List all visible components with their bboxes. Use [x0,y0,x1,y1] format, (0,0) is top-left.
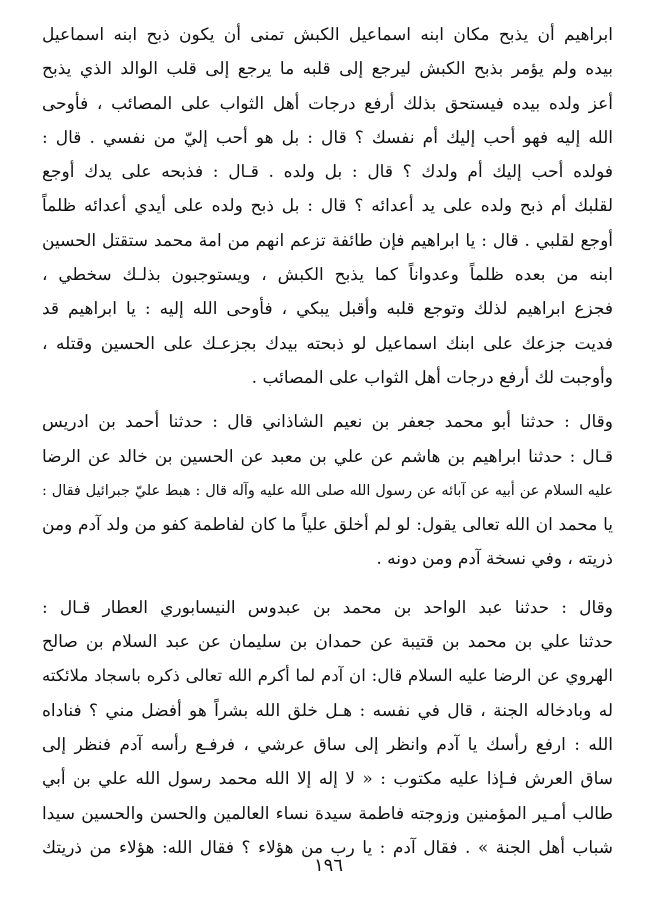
text-line: وقال : حدثنا أبو محمد جعفر بن نعيم الشاذاني قال : حدثنا أحمد بن ادريس [42,412,613,433]
paragraph-3 [42,591,613,865]
text-line: لقلبك أم ذبح ولده على يد أعدائه ؟ قال : بل ذبح ولده على أيدي أعدائه ظلماً [42,196,613,217]
text-line: بيده ولم يؤمر بذبح الكبش ليرجع إلى قلبه ما يرجع إلى قلب الوالد الذي يذبح [42,59,613,80]
text-line: حدثنا علي بن محمد بن قتيبة عن حمدان بن سليمان عن عبد السلام بن صالح [42,632,613,653]
text-line: ساق العرش فـإذا عليه مكتوب : « لا إله إلا الله محمد رسول الله علي بن أبي [42,769,613,790]
text-line: ذريته ، وفي نسخة آدم ومن دونه . [376,549,613,570]
paragraph-2 [42,405,613,576]
text-line: ابراهيم أن يذبح مكان ابنه اسماعيل الكبش تمنى أن يكون ذبح ابنه اسماعيل [42,25,613,45]
text-line: وقال : حدثنا عبد الواحد بن محمد بن عبدوس النيسابوري العطار قـال : [42,597,613,618]
text-line: الله إليه فهو أحب إليك أم نفسك ؟ قال : بل هو أحب إليّ من نفسي . قال : [42,127,613,148]
text-line: الله : ارفع رأسك يا آدم وانظر إلى ساق عرشي ، فرفـع رأسه آدم فنظر إلى [42,734,613,755]
text-line: فديت جزعك على ابنك اسماعيل لو ذبحته بيدك بجزعـك على الحسين وقتله ، [42,333,613,354]
text-line: فجزع ابراهيم لذلك وتوجع قلبه وأقبل يبكي ، فأوحى الله إليه : يا ابراهيم قد [42,299,613,320]
text-line: أوجع لقلبي . قال : يا ابراهيم فإن طائفة تزعم انهم من امة محمد ستقتل الحسين [42,230,613,251]
text-line: يا محمد ان الله تعالى يقول: لو لم أخلق علياً ما كان لفاطمة كفو من ولد آدم ومن [42,515,613,536]
text-line: فولده أحب إليك أم ولدك ؟ قال : بل ولده . قـال : فذبحه على يدك أوجع [42,162,613,183]
paragraph-1 [42,18,613,395]
page-number: ١٩٦ [313,855,343,876]
paragraph-spacer [42,395,613,405]
text-line: له وبادخاله الجنة ، قال في نفسه : هـل خلق الله بشراً هو أفضل مني ؟ فناداه [42,700,613,721]
text-line: ابنه من بعده ظلماً وعدواناً كما يذبح الكبش ، ويستوجبون بذلـك سخطي ، [42,265,613,286]
text-line: الهروي عن الرضا عليه السلام قال: ان آدم لما أكرم الله تعالى ذكره باسجاد ملائكته [42,666,613,686]
paragraph-spacer [42,577,613,591]
text-line: شباب أهل الجنة » . فقال آدم : يا رب من هؤلاء ؟ فقال الله: هؤلاء من ذريتك [42,837,613,858]
text-line: أعز ولده بيده فيستحق بذلك أرفع درجات أهل الثواب على المصائب ، فأوحى [42,93,613,114]
text-line: قـال : حدثنا ابراهيم بن هاشم عن علي بن معبد عن الحسين بن خالد عن الرضا [42,446,613,467]
text-line: عليه السلام عن أبيه عن آبائه عن رسول الله صلى الله عليه وآله قال : هبط عليّ جبرائيل فقال : [42,482,613,499]
text-line: طالب أمـير المؤمنين وزوجته فاطمة سيدة نساء العالمين والحسن والحسين سيدا [42,803,613,824]
text-line: وأوجبت لك أرفع درجات أهل الثواب على المصائب . [251,367,613,388]
